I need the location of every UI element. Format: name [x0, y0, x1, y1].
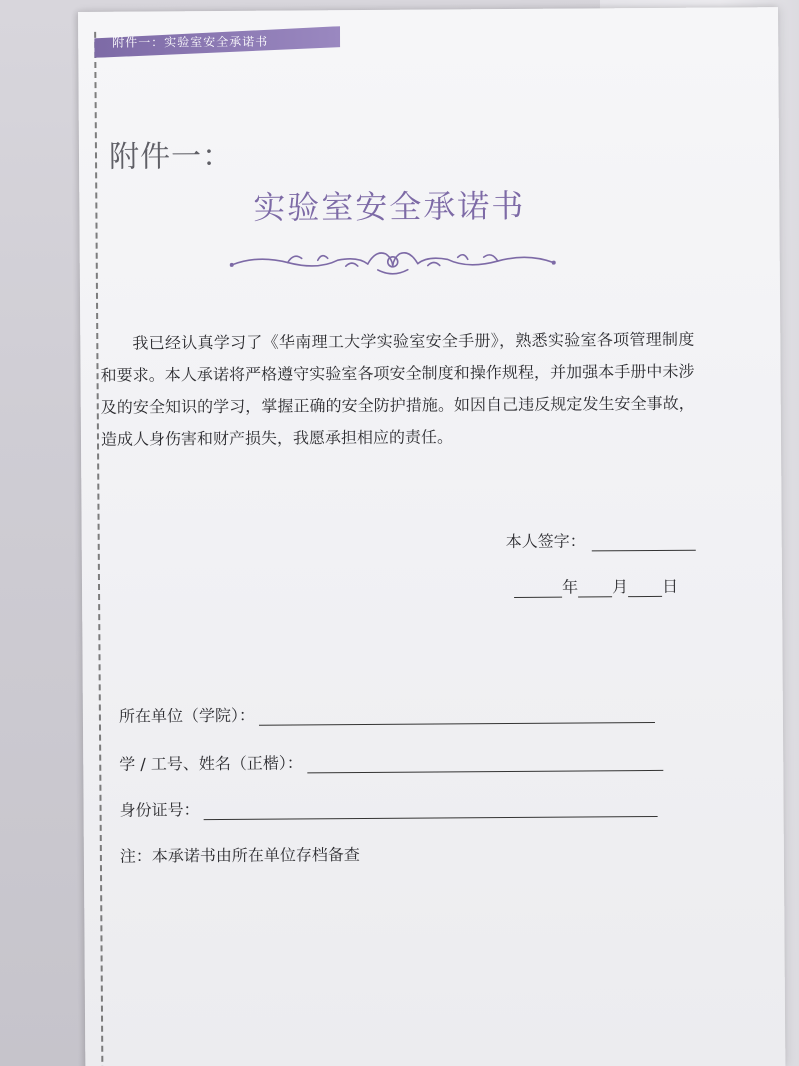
month-label: 月: [611, 577, 629, 597]
day-blank[interactable]: [628, 578, 662, 597]
day-label: 日: [661, 576, 679, 596]
month-blank[interactable]: [578, 578, 612, 597]
id-name-field-label: 学 / 工号、姓名（正楷）：: [119, 753, 303, 774]
pledge-paragraph: 我已经认真学习了《华南理工大学实验室安全手册》，熟悉实验室各项管理制度和要求。本人承诺将严格遵守实验室各项安全制度和操作规程，并加强本手册中未涉及的安全知识的学习，掌握正确的安全防护措施。如因自己违反规定发生安全事故，造成人身伤害和财产损失，我愿承担相应的责任。: [100, 329, 695, 449]
year-blank[interactable]: [514, 579, 562, 598]
year-label: 年: [561, 577, 579, 597]
document-title: 实验室安全承诺书: [253, 186, 526, 227]
signature-label: 本人签字：: [505, 531, 586, 552]
unit-field-line[interactable]: [259, 704, 655, 726]
document-page: [78, 7, 785, 1066]
id-card-field-label: 身份证号：: [119, 800, 200, 820]
id-card-field-row: [119, 794, 657, 821]
id-card-field-line[interactable]: [204, 798, 658, 820]
id-name-field-line[interactable]: [307, 752, 663, 773]
id-name-field-row: [119, 748, 663, 775]
signature-line[interactable]: [592, 532, 696, 552]
archive-note: 注：本承诺书由所在单位存档备查: [119, 845, 360, 866]
signature-row: [506, 528, 696, 552]
header-band-label: 附件一：实验室安全承诺书: [112, 34, 269, 50]
decorative-ornament-icon: [228, 243, 558, 281]
unit-field-row: [119, 700, 655, 727]
appendix-label: 附件一：: [108, 138, 234, 175]
date-row: [514, 574, 678, 598]
unit-field-label: 所在单位（学院）：: [118, 705, 255, 726]
